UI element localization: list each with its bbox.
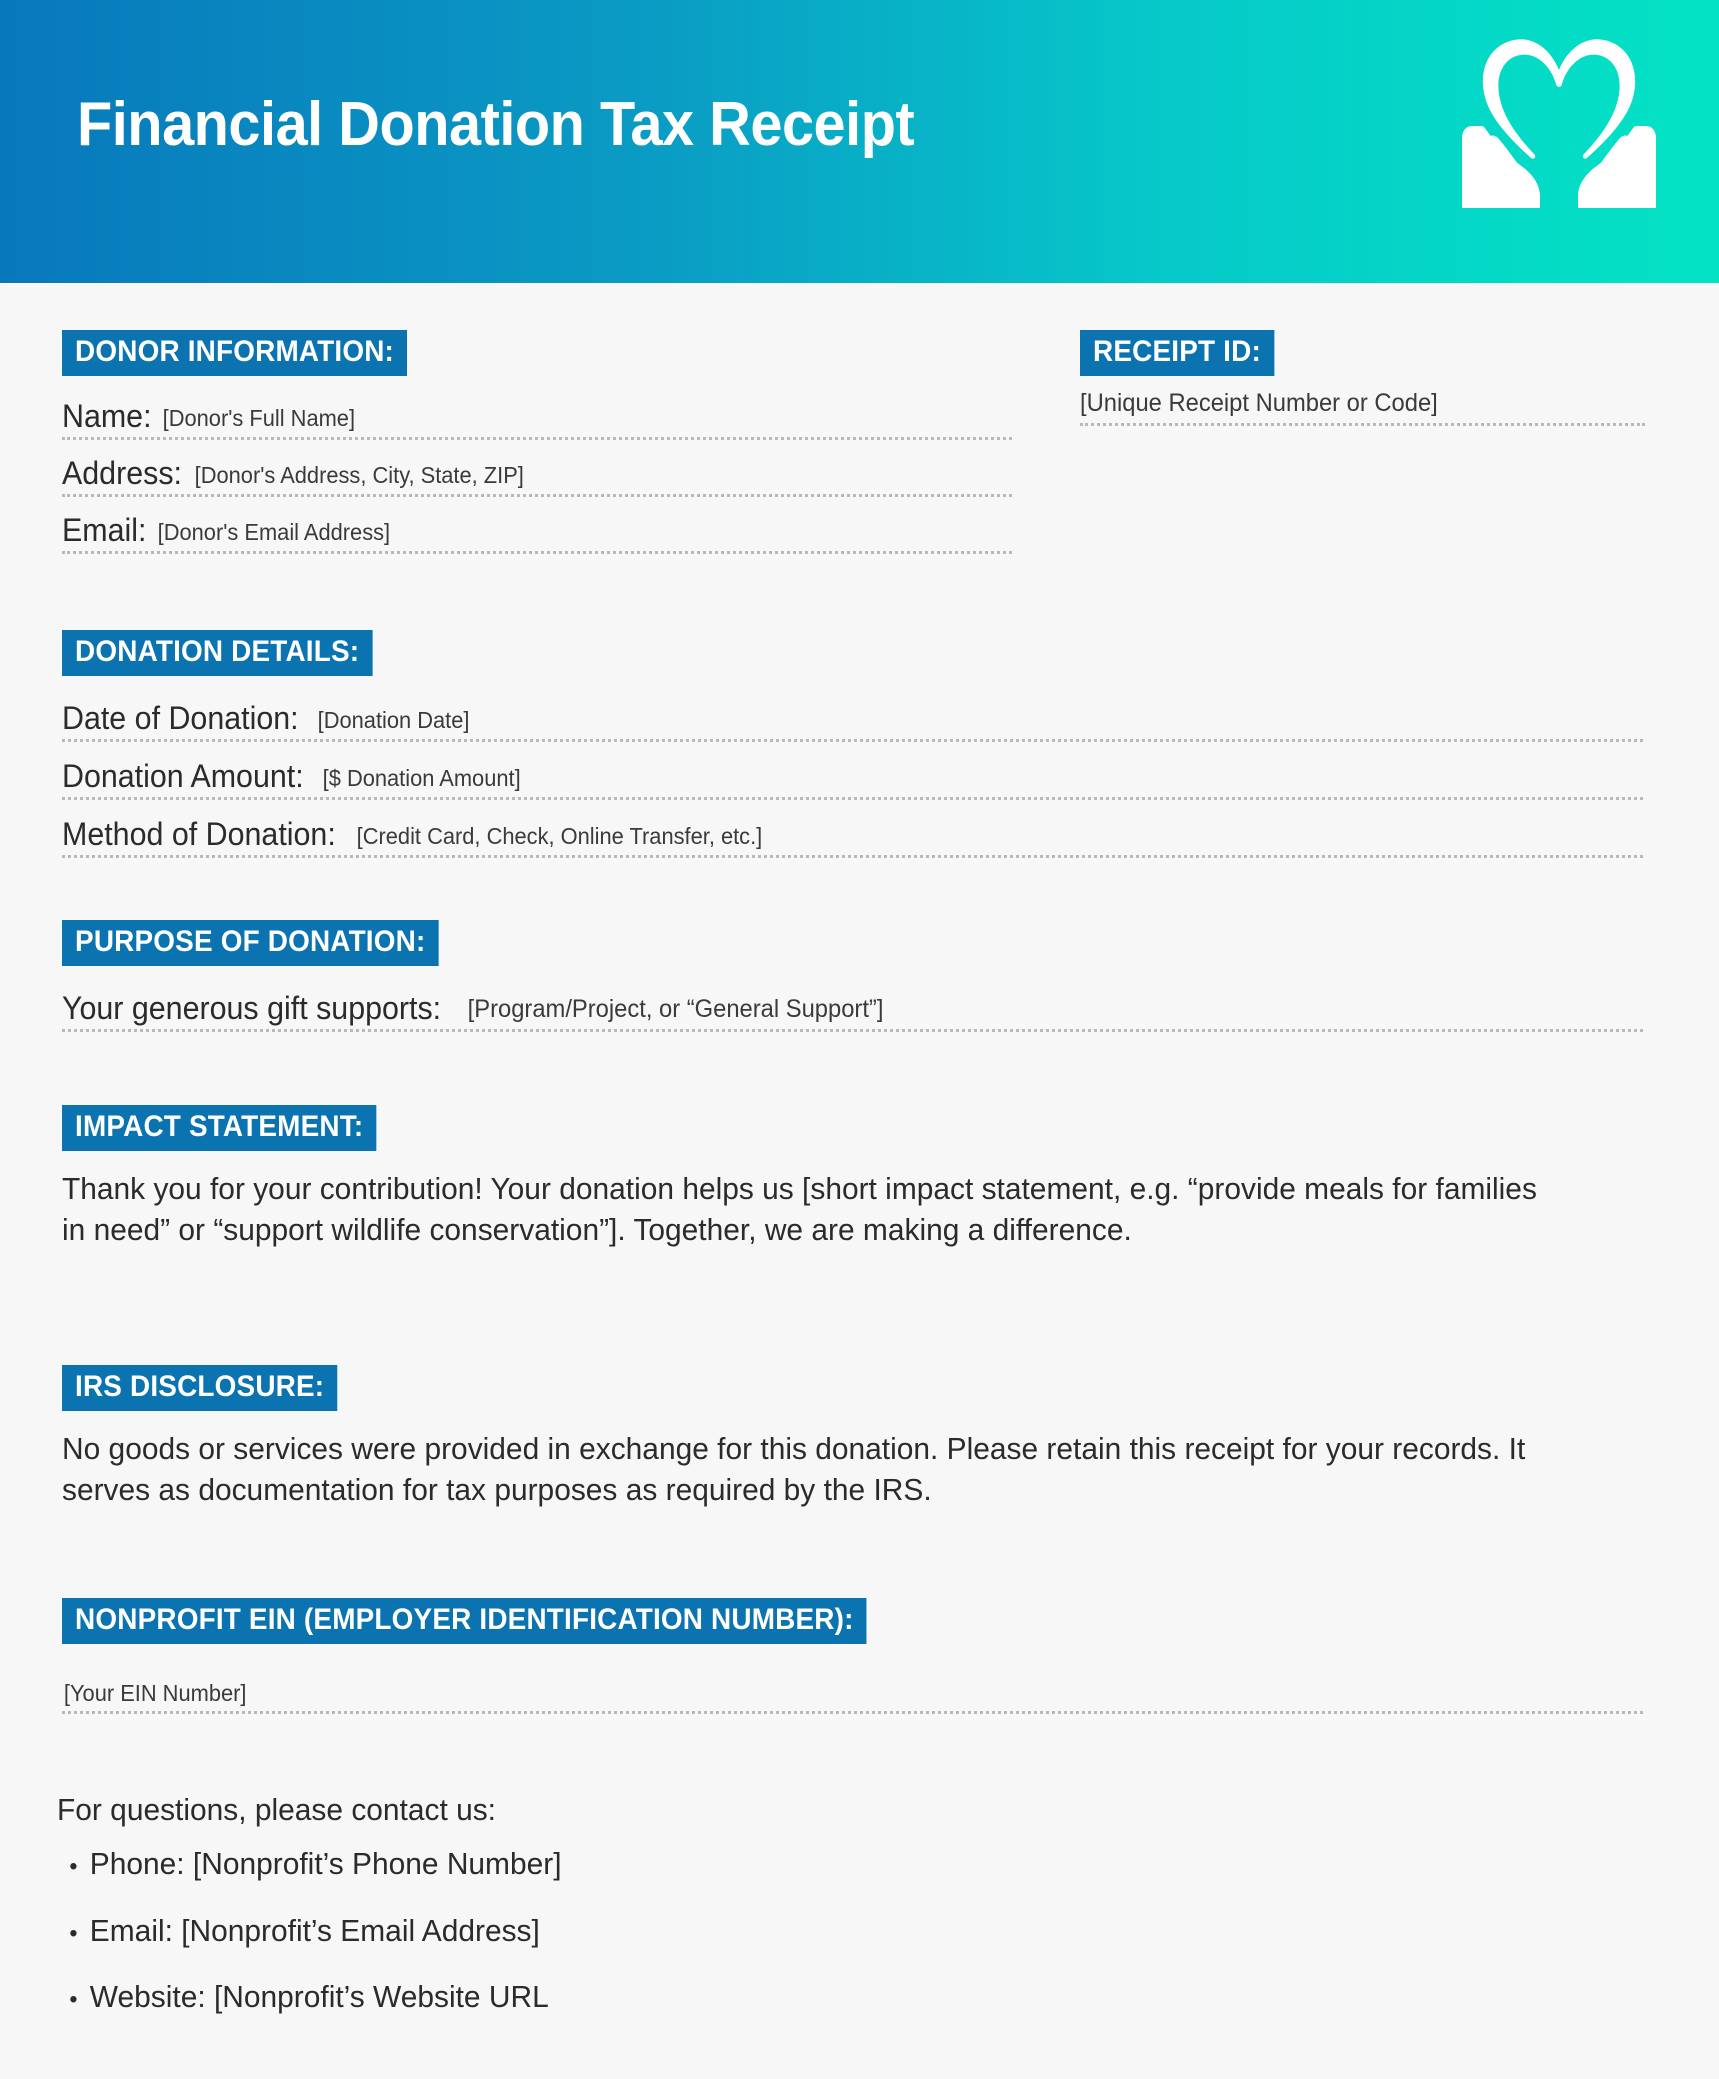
purpose-label: Your generous gift supports:	[62, 990, 442, 1026]
list-item	[57, 1844, 1022, 1884]
receipt-id-section	[1080, 330, 1289, 376]
donation-details-heading-row	[62, 630, 396, 676]
list-item	[57, 1977, 1022, 2017]
donation-details-heading: DONATION DETAILS:	[62, 630, 372, 676]
donation-method-label: Method of Donation:	[62, 816, 336, 852]
contact-phone: Phone: [Nonprofit’s Phone Number]	[89, 1846, 562, 1882]
impact-statement-heading: IMPACT STATEMENT:	[62, 1105, 376, 1151]
contact-intro: For questions, please contact us:	[57, 1792, 496, 1827]
bullet-icon: •	[69, 1853, 78, 1881]
donation-method-placeholder: [Credit Card, Check, Online Transfer, etc.]	[356, 823, 763, 850]
irs-disclosure-heading: IRS DISCLOSURE:	[62, 1365, 337, 1411]
donation-amount-placeholder: [$ Donation Amount]	[323, 765, 522, 792]
bullet-icon: •	[69, 1919, 78, 1947]
heart-in-hands-icon	[1454, 18, 1664, 208]
donor-email-label: Email:	[62, 512, 147, 548]
receipt-id-placeholder: [Unique Receipt Number or Code]	[1080, 389, 1438, 417]
purpose-heading: PURPOSE OF DONATION:	[62, 920, 438, 966]
irs-disclosure-section	[62, 1365, 358, 1411]
donation-details-section	[62, 630, 396, 676]
page-title: Financial Donation Tax Receipt	[77, 90, 915, 159]
irs-disclosure-heading-row	[62, 1365, 358, 1411]
impact-statement-heading-row	[62, 1105, 400, 1151]
contact-section	[57, 1790, 1057, 2043]
donor-information-section	[62, 330, 433, 376]
donation-field-amount[interactable]	[62, 758, 1643, 800]
donor-field-address[interactable]	[62, 455, 1012, 497]
impact-statement-body: Thank you for your contribution! Your donation helps us [short impact statement, e.g. “provide meals for families in need” or “support wildlife conservation”]. Together, we are making a difference.	[62, 1171, 1537, 1248]
impact-statement-section	[62, 1105, 400, 1151]
donation-amount-label: Donation Amount:	[62, 758, 304, 794]
receipt-id-field[interactable]	[1080, 390, 1645, 426]
donor-name-placeholder: [Donor's Full Name]	[162, 405, 356, 432]
bullet-icon: •	[69, 1985, 78, 2013]
list-item	[57, 1911, 1022, 1951]
nonprofit-ein-placeholder: [Your EIN Number]	[63, 1680, 247, 1706]
purpose-placeholder: [Program/Project, or “General Support”]	[467, 995, 884, 1024]
nonprofit-ein-heading: NONPROFIT EIN (EMPLOYER IDENTIFICATION NUMBER):	[62, 1598, 867, 1644]
donation-date-label: Date of Donation:	[62, 700, 299, 736]
nonprofit-ein-section	[62, 1598, 927, 1644]
contact-website: Website: [Nonprofit’s Website URL	[89, 1978, 549, 2014]
donation-field-method[interactable]	[62, 816, 1643, 858]
donation-date-placeholder: [Donation Date]	[317, 707, 470, 734]
contact-email: Email: [Nonprofit’s Email Address]	[89, 1912, 540, 1948]
nonprofit-ein-field[interactable]	[62, 1645, 1643, 1714]
donor-email-placeholder: [Donor's Email Address]	[157, 519, 391, 546]
donor-address-placeholder: [Donor's Address, City, State, ZIP]	[194, 462, 525, 489]
donor-information-heading-row	[62, 330, 433, 376]
donor-name-label: Name:	[62, 398, 152, 434]
donor-address-label: Address:	[62, 455, 182, 491]
contact-list	[57, 1844, 1057, 2017]
nonprofit-ein-heading-row	[62, 1598, 927, 1644]
page-header	[0, 0, 1719, 283]
purpose-field[interactable]	[62, 948, 1643, 1032]
donation-field-date[interactable]	[62, 700, 1643, 742]
receipt-id-heading-row	[1080, 330, 1289, 376]
irs-disclosure-body: No goods or services were provided in exchange for this donation. Please retain this receipt for your records. It serves as documentation for tax purposes as required by the IRS.	[62, 1431, 1526, 1508]
donor-information-heading: DONOR INFORMATION:	[62, 330, 407, 376]
donor-field-email[interactable]	[62, 512, 1012, 554]
receipt-id-heading: RECEIPT ID:	[1080, 330, 1274, 376]
donor-field-name[interactable]	[62, 398, 1012, 440]
